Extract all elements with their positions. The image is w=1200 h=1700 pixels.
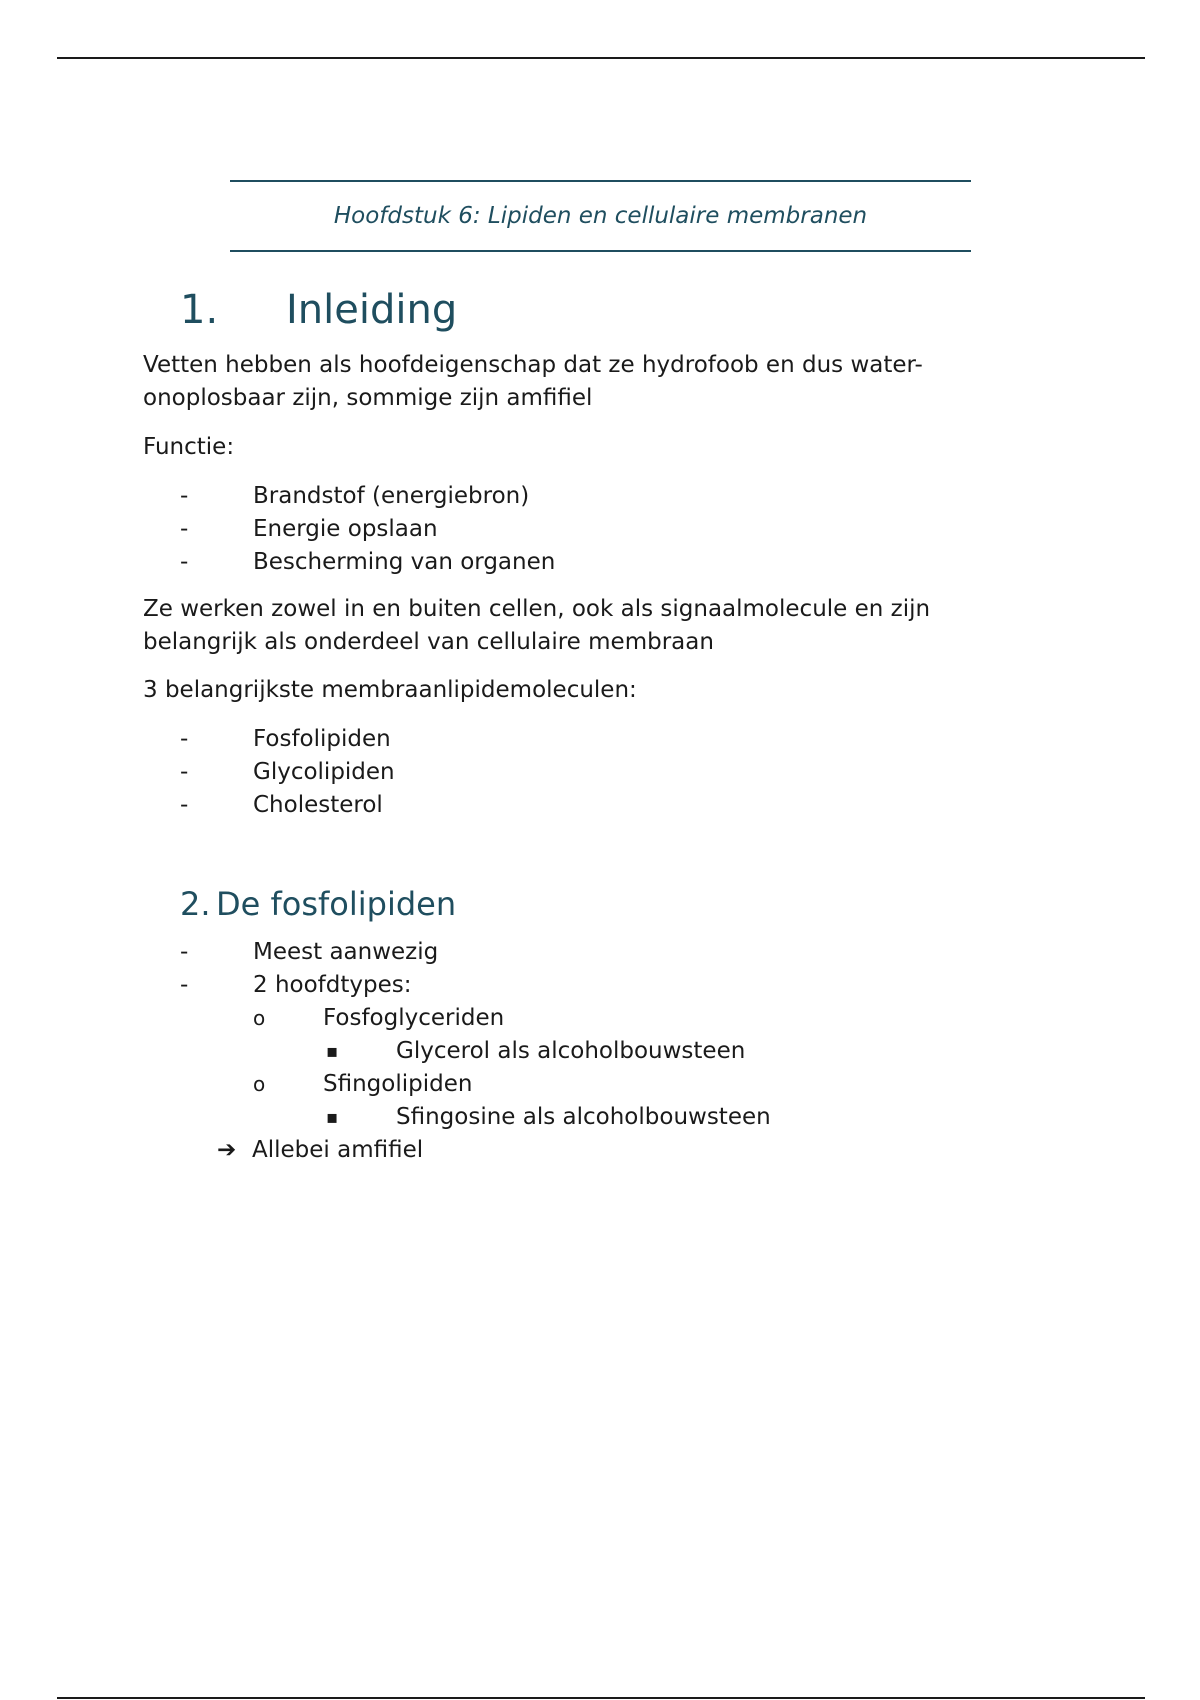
section-1-heading	[180, 287, 457, 333]
cell-line-1: Ze werken zowel in en buiten cellen, ook als signaalmolecule en zijn	[143, 596, 931, 622]
list-item: ➔ Allebei amfifiel	[180, 1134, 771, 1167]
page-top-rule	[57, 57, 1145, 59]
circle-bullet: o	[253, 1006, 266, 1030]
section-2-number: 2.	[180, 885, 211, 923]
list-item: - Glycolipiden	[180, 756, 395, 789]
cell-paragraph	[143, 593, 930, 659]
dash-bullet: -	[180, 792, 189, 818]
list-item: - Cholesterol	[180, 789, 395, 822]
lipid-list	[180, 723, 395, 822]
list-item: o Sfingolipiden	[180, 1068, 771, 1101]
function-list	[180, 480, 555, 579]
cell-line-2: belangrijk als onderdeel van cellulaire membraan	[143, 629, 714, 655]
list-item: - 2 hoofdtypes:	[180, 969, 771, 1002]
chapter-title-box	[230, 180, 971, 252]
phospholipid-list	[180, 936, 771, 1167]
lipids-label: 3 belangrijkste membraanlipidemoleculen:	[143, 677, 637, 703]
function-label: Functie:	[143, 434, 235, 460]
dash-bullet: -	[180, 483, 189, 509]
list-item: - Fosfolipiden	[180, 723, 395, 756]
list-item: o Fosfoglyceriden	[180, 1002, 771, 1035]
section-1-number: 1.	[180, 287, 219, 333]
intro-line-2: onoplosbaar zijn, sommige zijn amfifiel	[143, 385, 593, 411]
list-item: - Meest aanwezig	[180, 936, 771, 969]
list-item: - Bescherming van organen	[180, 546, 555, 579]
dash-bullet: -	[180, 972, 189, 998]
square-bullet: ▪	[326, 1107, 339, 1128]
list-item: ▪ Sfingosine als alcoholbouwsteen	[180, 1101, 771, 1134]
list-item: - Brandstof (energiebron)	[180, 480, 555, 513]
section-1-title: Inleiding	[286, 287, 458, 333]
dash-bullet: -	[180, 759, 189, 785]
chapter-title: Hoofdstuk 6: Lipiden en cellulaire membranen	[333, 203, 868, 229]
square-bullet: ▪	[326, 1041, 339, 1062]
dash-bullet: -	[180, 939, 189, 965]
list-item: - Energie opslaan	[180, 513, 555, 546]
section-2-title: De fosfolipiden	[216, 885, 457, 923]
arrow-right-icon: ➔	[217, 1137, 237, 1163]
dash-bullet: -	[180, 549, 189, 575]
page-bottom-rule	[57, 1697, 1145, 1699]
intro-paragraph	[143, 349, 923, 415]
circle-bullet: o	[253, 1072, 266, 1096]
intro-line-1: Vetten hebben als hoofdeigenschap dat ze hydrofoob en dus water-	[143, 352, 923, 378]
section-2-heading	[180, 885, 456, 923]
list-item: ▪ Glycerol als alcoholbouwsteen	[180, 1035, 771, 1068]
dash-bullet: -	[180, 516, 189, 542]
dash-bullet: -	[180, 726, 189, 752]
